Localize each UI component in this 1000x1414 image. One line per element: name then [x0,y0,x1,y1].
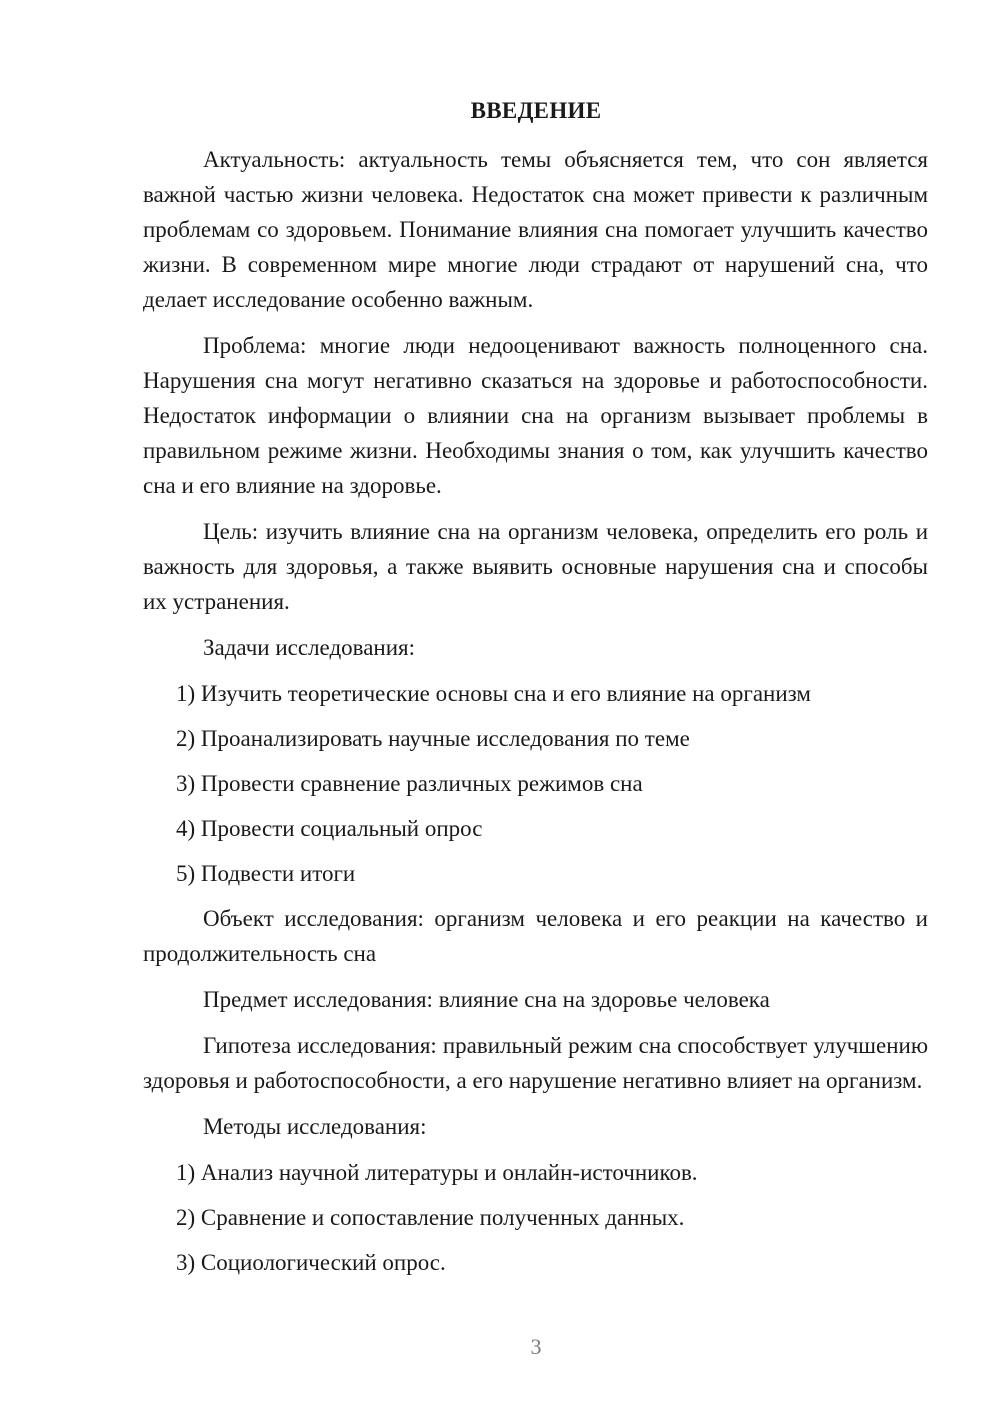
page-number: 3 [530,1334,542,1359]
goal-paragraph: Цель: изучить влияние сна на организм человека, определить его роль и важность для здоровья, а также выявить основные нарушения сна и способы их устранения. [143,519,928,614]
page-title: ВВЕДЕНИЕ [470,98,602,123]
task-item-2: 2) Проанализировать научные исследования по теме [176,726,690,751]
task-item-4: 4) Провести социальный опрос [176,816,483,841]
task-item-5: 5) Подвести итоги [176,861,356,886]
object-paragraph: Объект исследования: организм человека и его реакции на качество и продолжительность сна [143,906,928,966]
task-item-3: 3) Провести сравнение различных режимов сна [176,771,643,796]
problem-paragraph: Проблема: многие люди недооценивают важность полноценного сна. Нарушения сна могут негативно сказаться на здоровье и работоспособности. Недостаток информации о влиянии сна на организм вызывает проблемы в правильном режиме жизни. Необходимы знания о том, как улучшить качество сна и его влияние на здоровье. [143,333,928,498]
document-body [143,142,928,1290]
method-item-1: 1) Анализ научной литературы и онлайн-источников. [176,1160,698,1185]
methods-label: Методы исследования: [203,1114,427,1139]
method-item-3: 3) Социологический опрос. [176,1250,446,1275]
task-item-1: 1) Изучить теоретические основы сна и его влияние на организм [176,681,811,706]
subject-paragraph: Предмет исследования: влияние сна на здоровье человека [203,987,770,1012]
tasks-list [143,676,928,891]
method-item-2: 2) Сравнение и сопоставление полученных данных. [176,1205,685,1230]
methods-list [143,1155,928,1280]
relevance-paragraph: Актуальность: актуальность темы объясняется тем, что сон является важной частью жизни человека. Недостаток сна может привести к различным проблемам со здоровьем. Понимание влияния сна помогает улучшить качество жизни. В современном мире многие люди страдают от нарушений сна, что делает исследование особенно важным. [143,147,928,312]
tasks-label: Задачи исследования: [203,635,416,660]
hypothesis-paragraph: Гипотеза исследования: правильный режим сна способствует улучшению здоровья и работоспособности, а его нарушение негативно влияет на организм. [143,1033,928,1093]
